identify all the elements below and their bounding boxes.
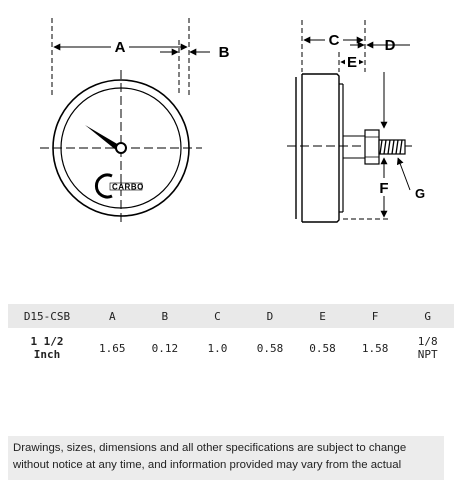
pointer-hub	[116, 143, 126, 153]
cell-e-value: 0.58	[309, 341, 336, 355]
leader-line-g	[398, 158, 410, 190]
cell-g-value-line1: 1/8	[417, 335, 438, 348]
dimension-label-a: A	[114, 39, 126, 56]
header-g: G	[424, 309, 431, 323]
carbo-logo	[96, 175, 143, 197]
cell-a-value: 1.65	[99, 341, 126, 355]
cell-g-value-line2: NPT	[417, 348, 438, 361]
table-row	[8, 328, 454, 368]
dimension-label-d: D	[384, 37, 396, 54]
cell-d-value: 0.58	[256, 341, 284, 355]
cell-c-value: 1.0	[207, 341, 228, 355]
dimension-label-c: C	[328, 32, 340, 49]
case-body	[302, 74, 339, 222]
cell-model-size-line2: Inch	[33, 348, 61, 361]
header-c: C	[214, 309, 221, 323]
cell-b-value: 0.12	[151, 341, 179, 355]
front-view	[40, 18, 230, 226]
disclaimer-note: Drawings, sizes, dimensions and all other specifications are subject to change without notice at any time, and information provided may vary from the actual	[8, 436, 444, 480]
side-view	[287, 20, 425, 222]
table-header-row	[8, 304, 454, 328]
carbo-logo-text: CARBO	[112, 182, 144, 192]
dimension-label-b: B	[218, 44, 230, 61]
header-f: F	[371, 309, 379, 323]
specification-table	[8, 304, 454, 368]
carbo-logo-swoosh	[96, 175, 112, 197]
gauge-pointer	[85, 125, 119, 150]
header-b: B	[161, 309, 169, 323]
header-d: D	[266, 309, 274, 323]
cell-f-value: 1.58	[361, 341, 389, 355]
dimension-label-f: F	[379, 180, 389, 197]
header-a: A	[108, 309, 116, 323]
callout-label-g: G	[414, 186, 426, 201]
cell-g-value	[401, 328, 454, 368]
header-model: D15-CSB	[23, 309, 71, 323]
cell-model-size-line1: 1 1/2	[30, 335, 64, 348]
cell-model-size	[8, 328, 86, 368]
dimension-label-e: E	[346, 54, 358, 71]
fitting-hex	[365, 130, 379, 164]
header-e: E	[319, 309, 326, 323]
